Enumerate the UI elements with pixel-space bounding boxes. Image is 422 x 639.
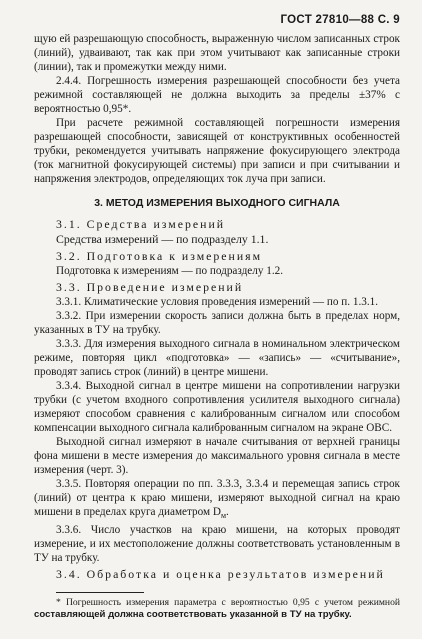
page-header: ГОСТ 27810—88 С. 9 <box>280 14 400 26</box>
clause-3-3-3: 3.3.3. Для измерения выходного сигнала в номинальном электрическом режиме, повторяя цикл «подготовка» — «запись» — «считывание», проводят запись строк (линий) в центре мишени. <box>34 338 400 378</box>
footnote-text: * Погрешность измерения параметра с вероятностью 0,95 с учетом режимной <box>56 597 400 609</box>
subsection-3-2-title: 3.2. Подготовка к измерениям <box>56 249 263 263</box>
clause-3-3-4: 3.3.4. Выходной сигнал в центре мишени на сопротивлении нагрузки трубки (с учетом входного сопротивления усилителя выходного сигнала) измеряют способом сравнения с калиброванным сигналом или способом компенсации выходного сигнала калиброванным сигналом на экране ОВС. <box>34 380 400 434</box>
section-3-title: 3. МЕТОД ИЗМЕРЕНИЯ ВЫХОДНОГО СИГНАЛА <box>94 197 340 209</box>
clause-3-3-6: 3.3.6. Число участков на краю мишени, на которых проводят измерение, и их местоположение должны соответствовать установленным в ТУ на трубку. <box>34 524 400 565</box>
footnote-bold-text: составляющей должна соответствовать указанной в ТУ на трубку. <box>34 609 352 621</box>
clause-3-3-1: 3.3.1. Климатические условия проведения измерений — по п. 1.3.1. <box>56 296 379 308</box>
paragraph-2-4-4: 2.4.4. Погрешность измерения разрешающей способности без учета режимной составляющей не должна выходить за пределы ±37% с вероятностью 0,95*. <box>34 75 400 115</box>
subsection-3-4-title: 3.4. Обработка и оценка результатов измерений <box>56 567 385 582</box>
subsection-3-2-text: Подготовка к измерениям — по подразделу 1.2. <box>56 265 284 277</box>
footnote <box>34 597 400 621</box>
clause-3-3-5 <box>34 477 400 523</box>
subsection-3-1-text: Средства измерений — по подразделу 1.1. <box>56 232 269 246</box>
clause-3-3-5-text: 3.3.5. Повторяя операции по пп. 3.3.3, 3.3.4 и перемещая запись строк (линий) от центра к краю мишени, измеряют выходной сигнал на краю мишени в пределах круга диаметром D <box>34 478 400 518</box>
footnote-divider <box>56 592 144 593</box>
subsection-3-3-title: 3.3. Проведение измерений <box>56 280 244 294</box>
subsection-3-1-title: 3.1. Средства измерений <box>56 217 226 231</box>
paragraph-continuation: щую ей разрешающую способность, выраженную числом записанных строк (линий), удваивают, так как при этом учитывают как записанные строки (линии), так и промежутки между ними. <box>34 33 400 73</box>
paragraph-regime-component: При расчете режимной составляющей погрешности измерения разрешающей способности, зависящей от конструктивных особенностей трубки, рекомендуется учитывать напряжение фокусирующего электрода (ток магнитной фокусирующей системы) при записи и при считывании и напряжения электродов, определяющих ток луча при записи. <box>34 117 400 185</box>
clause-3-3-5-end: . <box>226 506 229 518</box>
diameter-subscript: м <box>220 511 227 521</box>
clause-3-3-4-continued: Выходной сигнал измеряют в начале считывания от верхней границы фона мишени в месте измерения до максимального уровня сигнала в месте измерения (черт. 3). <box>34 436 400 476</box>
clause-3-3-2: 3.3.2. При измерении скорость записи должна быть в пределах норм, указанных в ТУ на трубку. <box>34 310 400 336</box>
